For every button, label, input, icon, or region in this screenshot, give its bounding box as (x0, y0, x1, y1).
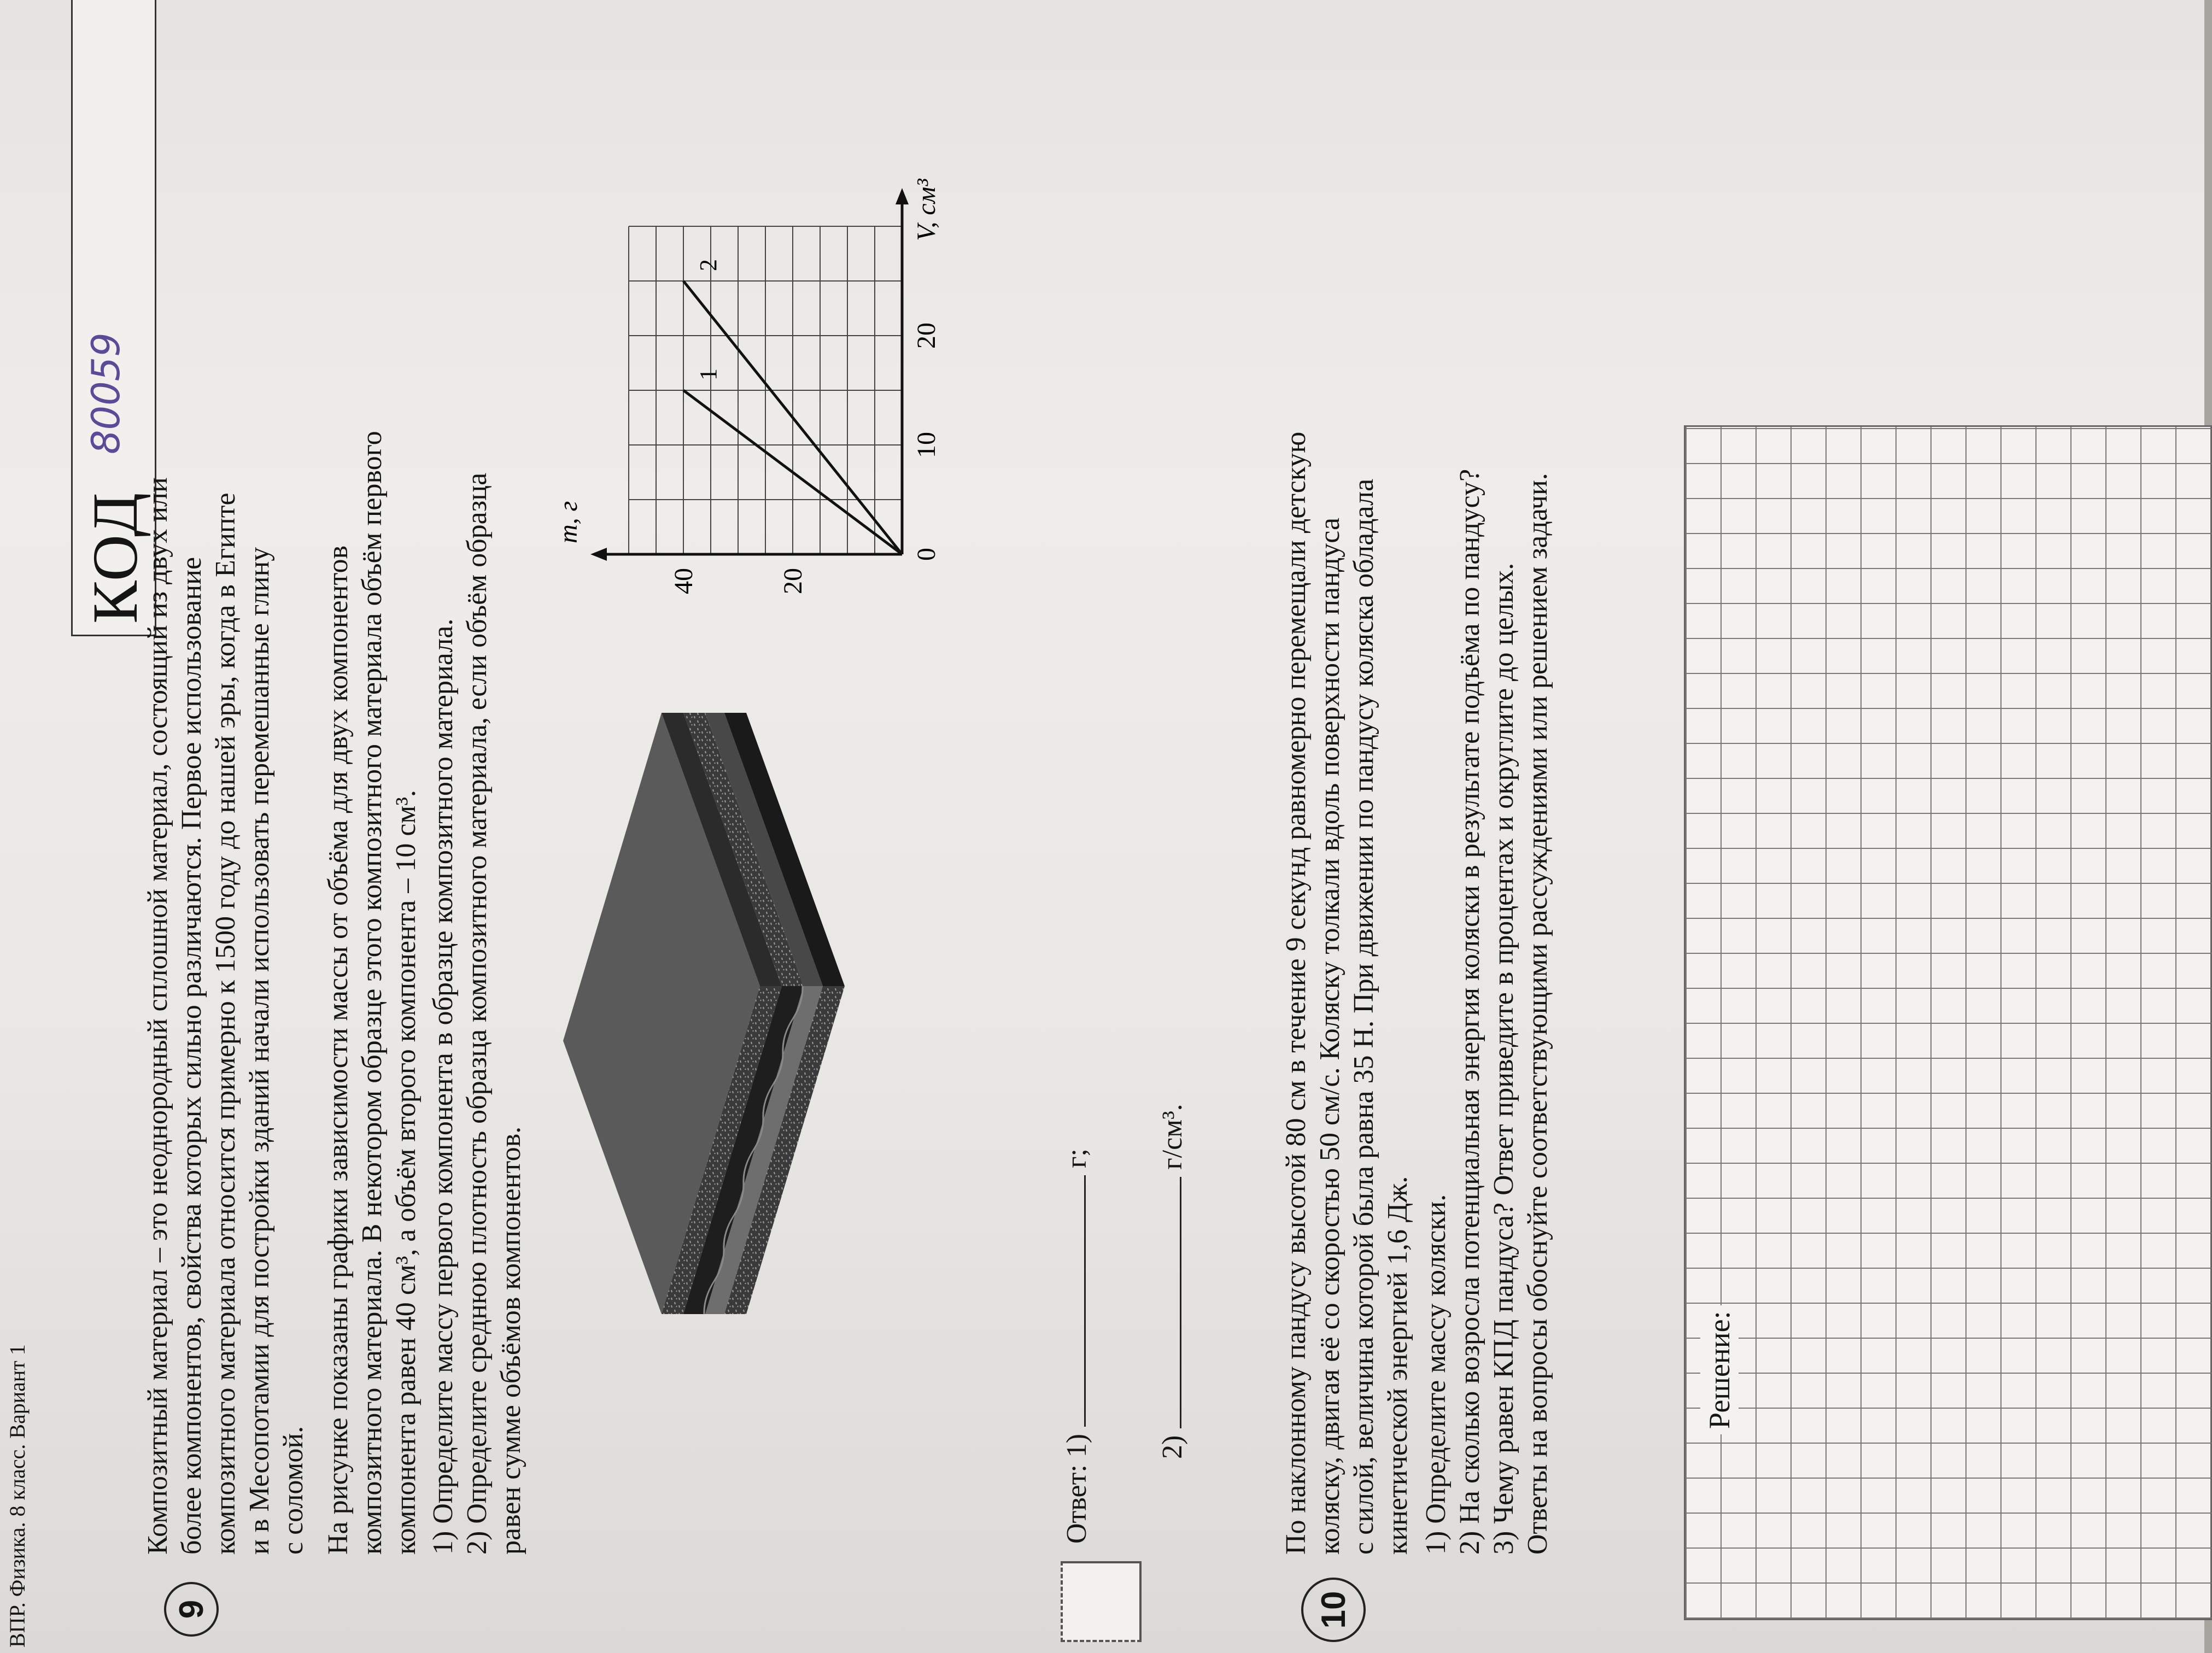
task-9-number: 9 (164, 1582, 219, 1637)
x-tick-label: 20 (912, 323, 941, 349)
x-tick-label: 10 (912, 432, 941, 458)
task-10-description-line: кинетической энергией 1,6 Дж. (1382, 1176, 1413, 1555)
series-label: 1 (695, 368, 722, 380)
series-label: 2 (695, 259, 722, 271)
task-9-intro-line: Композитный материал – это неоднородный сплошной материал, состоящий из двух или (142, 477, 173, 1555)
task-9-intro-line: с соломой. (278, 1426, 309, 1555)
code-value: 80059 (84, 332, 128, 454)
task-9-intro-line: композитного материала относится примерно к 1500 году до нашей эры, когда в Египте (210, 493, 241, 1555)
y-tick-label: 40 (669, 568, 698, 594)
task-10-question: Ответы на вопросы обоснуйте соответствующими рассуждениями или решением задачи. (1522, 473, 1553, 1555)
answer-2-label: 2) (1157, 1435, 1188, 1459)
task-10-question: 1) Определите массу коляски. (1420, 1194, 1452, 1555)
task-9-question: 2) Определите среднюю плотность образца композитного материала, если объём образца (461, 472, 493, 1555)
task-10-description (1279, 13, 1415, 1555)
task-9-intro (141, 13, 311, 1555)
y-axis-label: m, г (554, 501, 583, 543)
task-10-question: 2) На сколько возросла потенциальная энергия коляски в результате подъёма по пандусу? (1454, 468, 1485, 1555)
task-9-description (321, 13, 423, 1555)
answer-1-unit: г; (1061, 1148, 1092, 1168)
task-9-description-line: компонента равен 40 см³, а объём второго компонента – 10 см³. (390, 790, 422, 1555)
code-label: КОД (79, 491, 151, 624)
task-10-description-line: По наклонному пандусу высотой 80 см в течение 9 секунд равномерно перемещали детскую (1280, 431, 1312, 1555)
y-axis-arrow (590, 548, 607, 561)
task-9-description-line: На рисунке показаны графики зависимости массы от объёма для двух компонентов (323, 545, 354, 1555)
mass-volume-chart (554, 144, 968, 625)
task-9-intro-line: и в Месопотамии для постройки зданий начали использовать перемешанные глину (244, 547, 275, 1555)
page-header: ВПР. Физика. 8 класс. Вариант 1 (5, 1344, 30, 1648)
task-10-question: 3) Чему равен КПД пандуса? Ответ приведите в процентах и округлите до целых. (1488, 562, 1519, 1555)
answer-1-label: Ответ: 1) (1061, 1433, 1092, 1544)
composite-block-illustration (525, 664, 864, 1347)
task-10-description-line: коляску, двигая её со скоростью 50 см/с. Коляску толкали вдоль поверхности пандуса (1314, 517, 1345, 1555)
answer-1-field[interactable] (1058, 1175, 1086, 1427)
task-9-question: 1) Определите массу первого компонента в образце композитного материала. (428, 618, 459, 1555)
task-10-number: 10 (1301, 1578, 1366, 1642)
task-9-intro-line: более компонентов, свойства которых сильно различаются. Первое использование (176, 556, 207, 1555)
task-9-score-box[interactable] (1061, 1561, 1142, 1642)
task-9-questions (426, 13, 528, 1555)
task-9-description-line: композитного материала. В некотором образце этого композитного материала объём первого (356, 431, 388, 1555)
solution-label: Решение: (1700, 1305, 1739, 1434)
x-axis-arrow (896, 188, 909, 204)
task-9-question: равен сумме объёмов компонентов. (495, 1126, 526, 1555)
task-9-answer-2 (1154, 1104, 1190, 1459)
solution-grid[interactable] (1684, 425, 2212, 1620)
task-10-questions (1419, 13, 1555, 1555)
y-tick-label: 20 (779, 568, 807, 594)
answer-2-field[interactable] (1154, 1177, 1181, 1428)
x-axis-label: V, см³ (912, 179, 941, 241)
answer-2-unit: г/см³. (1157, 1104, 1188, 1170)
x-tick-label: 0 (912, 548, 941, 561)
task-9-answer-1 (1058, 1148, 1094, 1544)
task-10-description-line: с силой, величина которой была равна 35 Н. При движении по пандусу коляска обладала (1348, 478, 1379, 1555)
